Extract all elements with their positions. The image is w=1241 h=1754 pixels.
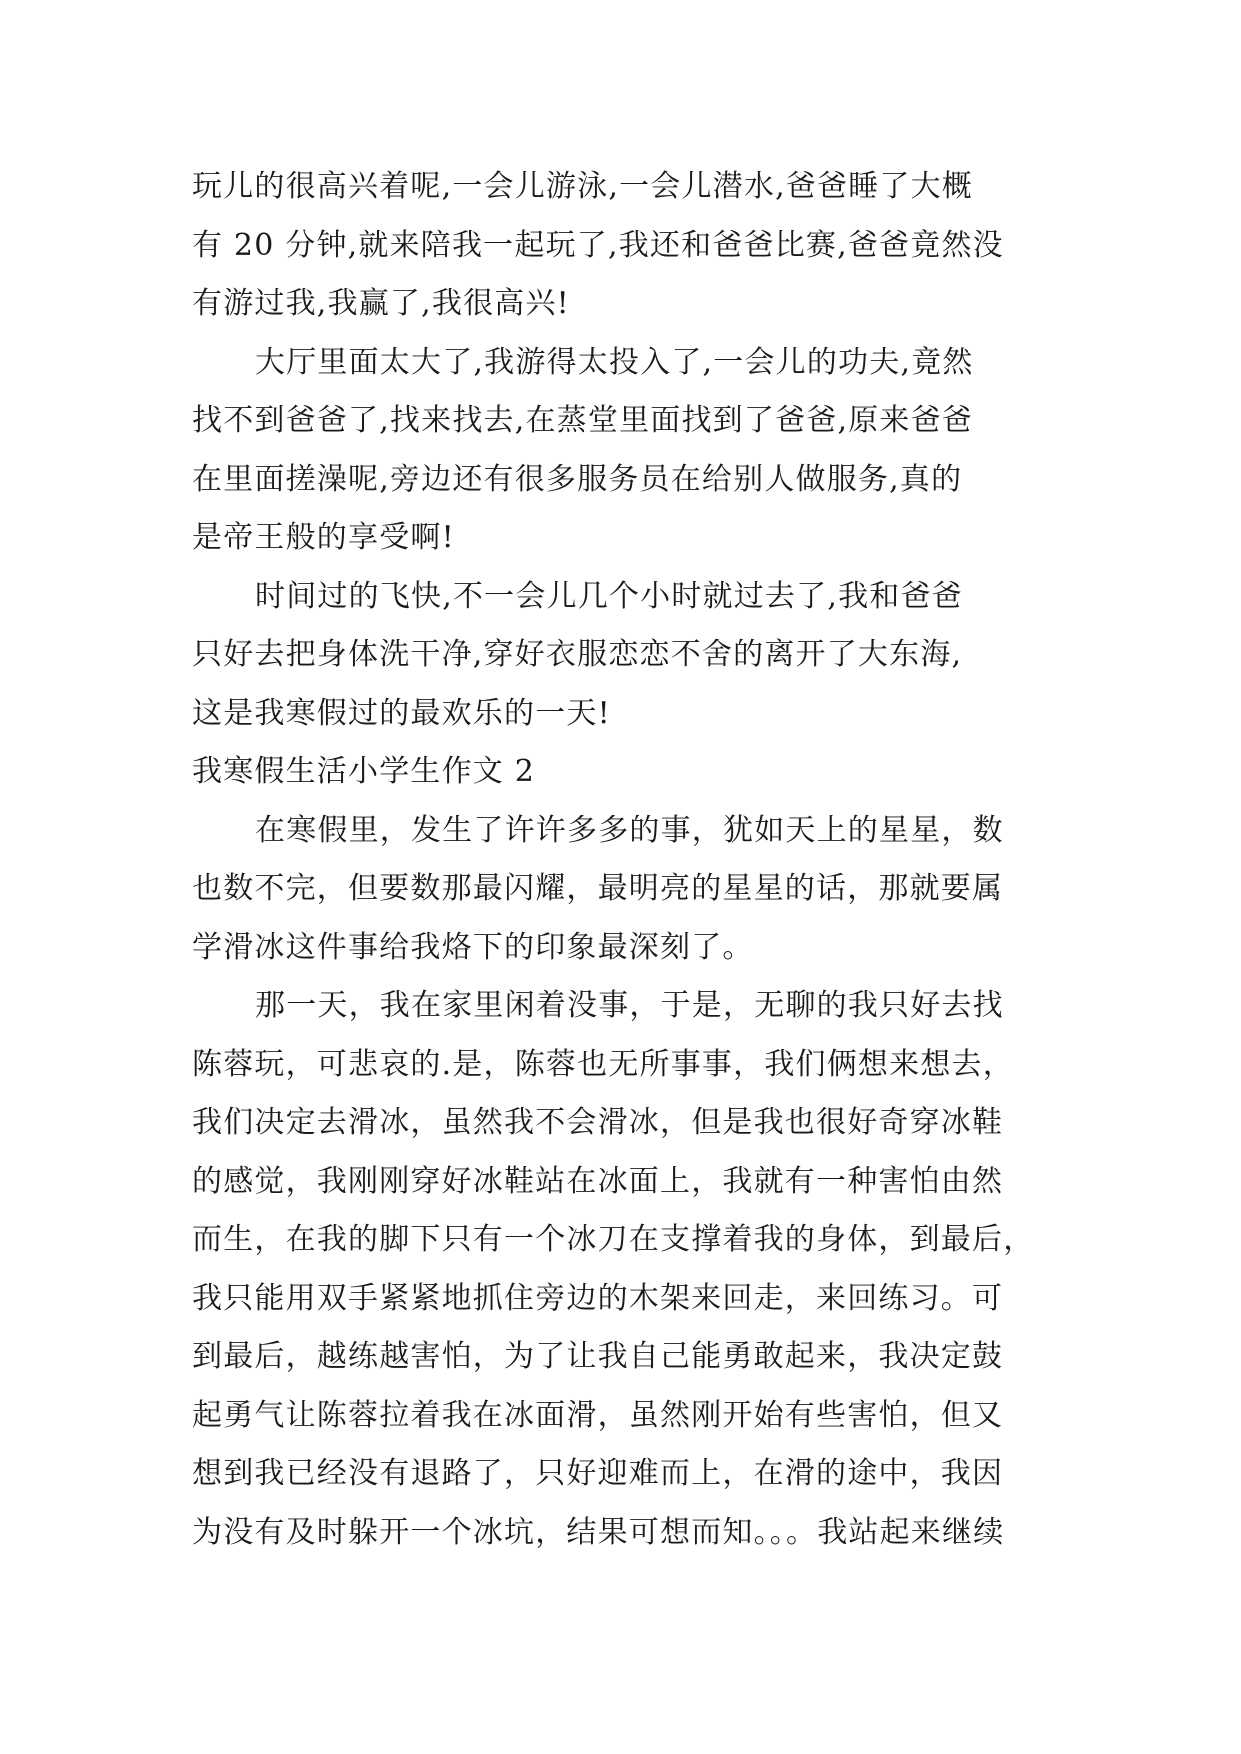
- text-line: 时间过的飞快,不一会儿几个小时就过去了,我和爸爸: [255, 578, 963, 614]
- text-line: 只好去把身体洗干净,穿好衣服恋恋不舍的离开了大东海,: [192, 637, 963, 672]
- text-line: 起勇气让陈蓉拉着我在冰面滑，虽然刚开始有些害怕，但又: [192, 1397, 1004, 1433]
- text-line: 也数不完，但要数那最闪耀，最明亮的星星的话，那就要属: [192, 871, 1004, 906]
- text-line: 玩儿的很高兴着呢,一会儿游泳,一会儿潜水,爸爸睡了大概: [192, 169, 974, 204]
- text-line: 是帝王般的享受啊!: [192, 520, 455, 555]
- paragraph: [192, 802, 1052, 978]
- text-line: 的感觉，我刚刚穿好冰鞋站在冰面上，我就有一种害怕由然: [192, 1163, 1004, 1199]
- text-line: 学滑冰这件事给我烙下的印象最深刻了。: [192, 929, 754, 965]
- text-line: 那一天，我在家里闲着没事，于是，无聊的我只好去找: [255, 988, 1004, 1023]
- text-line: 我只能用双手紧紧地抓住旁边的木架来回走，来回练习。可: [192, 1280, 1004, 1316]
- paragraph: [192, 568, 1052, 744]
- text-line: 陈蓉玩，可悲哀的.是，陈蓉也无所事事，我们俩想来想去，: [192, 1046, 1014, 1082]
- text-line: 为没有及时躲开一个冰坑，结果可想而知。。。我站起来继续: [192, 1514, 1005, 1550]
- text-line: 我们决定去滑冰，虽然我不会滑冰，但是我也很好奇穿冰鞋: [192, 1105, 1004, 1140]
- text-line: 有 20 分钟,就来陪我一起玩了,我还和爸爸比赛,爸爸竟然没: [192, 227, 1004, 263]
- text-line: 找不到爸爸了,找来找去,在蒸堂里面找到了爸爸,原来爸爸: [192, 403, 974, 438]
- text-line: 在寒假里，发生了许许多多的事，犹如天上的星星，数: [255, 812, 1004, 848]
- paragraph: [192, 158, 1052, 334]
- paragraph: [192, 334, 1052, 568]
- document-page: [192, 158, 1052, 1562]
- text-line: 而生，在我的脚下只有一个冰刀在支撑着我的身体，到最后，: [192, 1222, 1035, 1257]
- paragraph: [192, 977, 1052, 1562]
- text-line: 大厅里面太大了,我游得太投入了,一会儿的功夫,竟然: [255, 344, 974, 380]
- text-line: 到最后，越练越害怕，为了让我自己能勇敢起来，我决定鼓: [192, 1339, 1004, 1374]
- text-line: 有游过我,我赢了,我很高兴!: [192, 286, 570, 321]
- text-line: 想到我已经没有退路了，只好迎难而上，在滑的途中，我因: [192, 1456, 1004, 1491]
- section-heading: 我寒假生活小学生作文 2: [192, 754, 536, 789]
- text-line: 在里面搓澡呢,旁边还有很多服务员在给别人做服务,真的: [192, 461, 963, 497]
- text-line: 这是我寒假过的最欢乐的一天!: [192, 695, 611, 731]
